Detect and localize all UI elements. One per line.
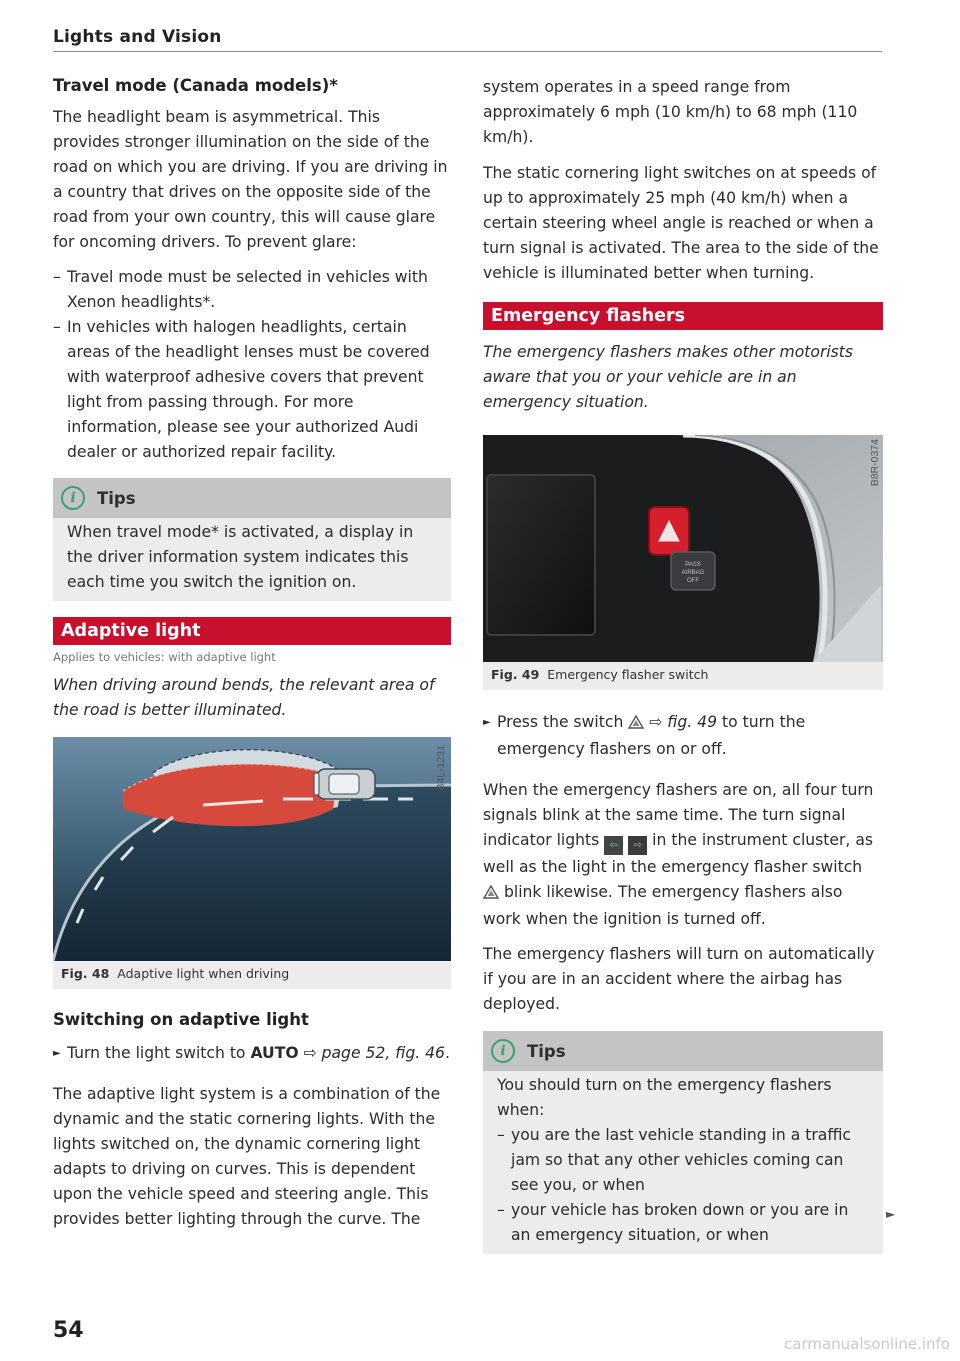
travel-mode-heading: Travel mode (Canada models)* bbox=[53, 76, 338, 95]
figure-48 bbox=[53, 737, 451, 989]
speed-range-text: system operates in a speed range from approximately 6 mph (10 km/h) to 68 mph (110 km/h). bbox=[483, 78, 858, 146]
hazard-triangle-icon bbox=[628, 712, 644, 737]
page-ref-link[interactable]: ⇨ page 52, fig. 46 bbox=[303, 1044, 445, 1062]
tips-title: Tips bbox=[527, 1041, 566, 1061]
emergency-switch-illustration bbox=[483, 435, 883, 662]
info-icon: i bbox=[491, 1039, 515, 1063]
auto-label: AUTO bbox=[250, 1044, 299, 1062]
list-item: ► Turn the light switch to AUTO ⇨ page 52, fig. 46. bbox=[53, 1041, 451, 1066]
turn-signal-right-icon: ⇨ bbox=[628, 836, 647, 855]
tips-box-emergency bbox=[483, 1031, 883, 1254]
travel-mode-intro: The headlight beam is asymmetrical. This provides stronger illumination on the side of the road on which you are driving. If you are driving in a country that drives on the opposite side of the road from your own country, this will cause glare for oncoming drivers. To prevent glare: bbox=[53, 108, 448, 251]
left-column bbox=[53, 73, 451, 1232]
tips-box-travel bbox=[53, 478, 451, 601]
list-item: – Travel mode must be selected in vehicles with Xenon headlights*. bbox=[53, 265, 451, 315]
emergency-paragraph-1: When the emergency flashers are on, all four turn signals blink at the same time. The turn signal indicator lights ⇦ ⇨ in the instrument cluster, as well as the light in the emergency flasher switch blink likewise. The emergency flashers also work when the ignition is turned off. bbox=[483, 781, 874, 928]
hazard-triangle-icon bbox=[483, 882, 499, 907]
travel-mode-list bbox=[53, 265, 451, 465]
adaptive-steps bbox=[53, 1041, 451, 1066]
continue-arrow-icon: ► bbox=[886, 1207, 896, 1221]
tips-list bbox=[497, 1123, 871, 1248]
tips-header bbox=[483, 1031, 883, 1071]
tips-text: When travel mode* is activated, a display in the driver information system indicates this each time you switch the ignition on. bbox=[67, 523, 414, 591]
emergency-steps bbox=[483, 710, 883, 762]
adaptive-light-illustration bbox=[53, 737, 451, 961]
figure-49 bbox=[483, 435, 883, 690]
figure-ref-link[interactable]: ⇨ fig. 49 bbox=[649, 713, 718, 731]
header-rule bbox=[53, 51, 882, 52]
figure-caption-text: Adaptive light when driving bbox=[117, 966, 290, 981]
list-item: ► Press the switch ⇨ fig. 49 to turn the emergency flashers on or off. bbox=[483, 710, 883, 762]
adaptive-lead: When driving around bends, the relevant area of the road is better illuminated. bbox=[53, 676, 435, 719]
svg-text:PASS: PASS bbox=[685, 562, 701, 568]
applies-to-note: Applies to vehicles: with adaptive light bbox=[53, 650, 276, 664]
right-column bbox=[483, 75, 883, 1254]
adaptive-light-svg bbox=[53, 737, 451, 961]
running-head: Lights and Vision bbox=[53, 27, 222, 47]
static-cornering-text: The static cornering light switches on at speeds of up to approximately 25 mph (40 km/h) when a certain steering wheel angle is reached or when a turn signal is activated. The area to the side of the vehicle is illuminated better when turning. bbox=[483, 164, 879, 282]
figure-code: B8R-0374 bbox=[869, 439, 881, 487]
emergency-switch-svg bbox=[483, 435, 883, 662]
figure-code: B4L-1231 bbox=[435, 745, 447, 791]
info-icon: i bbox=[61, 486, 85, 510]
adaptive-paragraph: The adaptive light system is a combination of the dynamic and the static cornering lights. With the lights switched on, the dynamic cornering light adapts to driving on curves. This is dependent upon the vehicle speed and steering angle. This provides better lighting through the curve. The bbox=[53, 1085, 441, 1228]
figure-caption bbox=[483, 662, 883, 690]
section-title-adaptive-light: Adaptive light bbox=[53, 617, 451, 645]
figure-number: Fig. 48 bbox=[61, 966, 110, 981]
figure-caption-text: Emergency flasher switch bbox=[547, 667, 709, 682]
figure-number: Fig. 49 bbox=[491, 667, 540, 682]
list-item: – you are the last vehicle standing in a traffic jam so that any other vehicles coming can see you, or when bbox=[497, 1123, 871, 1198]
watermark: carmanualsonline.info bbox=[784, 1335, 950, 1353]
emergency-lead: The emergency flashers makes other motorists aware that you or your vehicle are in an emergency situation. bbox=[483, 343, 854, 411]
list-item: – In vehicles with halogen headlights, certain areas of the headlight lenses must be covered with waterproof adhesive covers that prevent light from passing through. For more information, please see your authorized Audi dealer or authorized repair facility. bbox=[53, 315, 451, 465]
svg-text:OFF: OFF bbox=[687, 578, 699, 584]
section-title-emergency-flashers: Emergency flashers bbox=[483, 302, 883, 330]
tips-intro: You should turn on the emergency flashers when: bbox=[497, 1076, 832, 1119]
turn-signal-left-icon: ⇦ bbox=[604, 836, 623, 855]
tips-title: Tips bbox=[97, 488, 136, 508]
switching-on-heading: Switching on adaptive light bbox=[53, 1010, 309, 1029]
figure-caption bbox=[53, 961, 451, 989]
page-number: 54 bbox=[53, 1318, 84, 1343]
emergency-paragraph-2: The emergency flashers will turn on automatically if you are in an accident where the airbag has deployed. bbox=[483, 945, 875, 1013]
list-item: – your vehicle has broken down or you are in an emergency situation, or when bbox=[497, 1198, 871, 1248]
tips-header bbox=[53, 478, 451, 518]
svg-text:AIRBAG: AIRBAG bbox=[681, 570, 705, 576]
